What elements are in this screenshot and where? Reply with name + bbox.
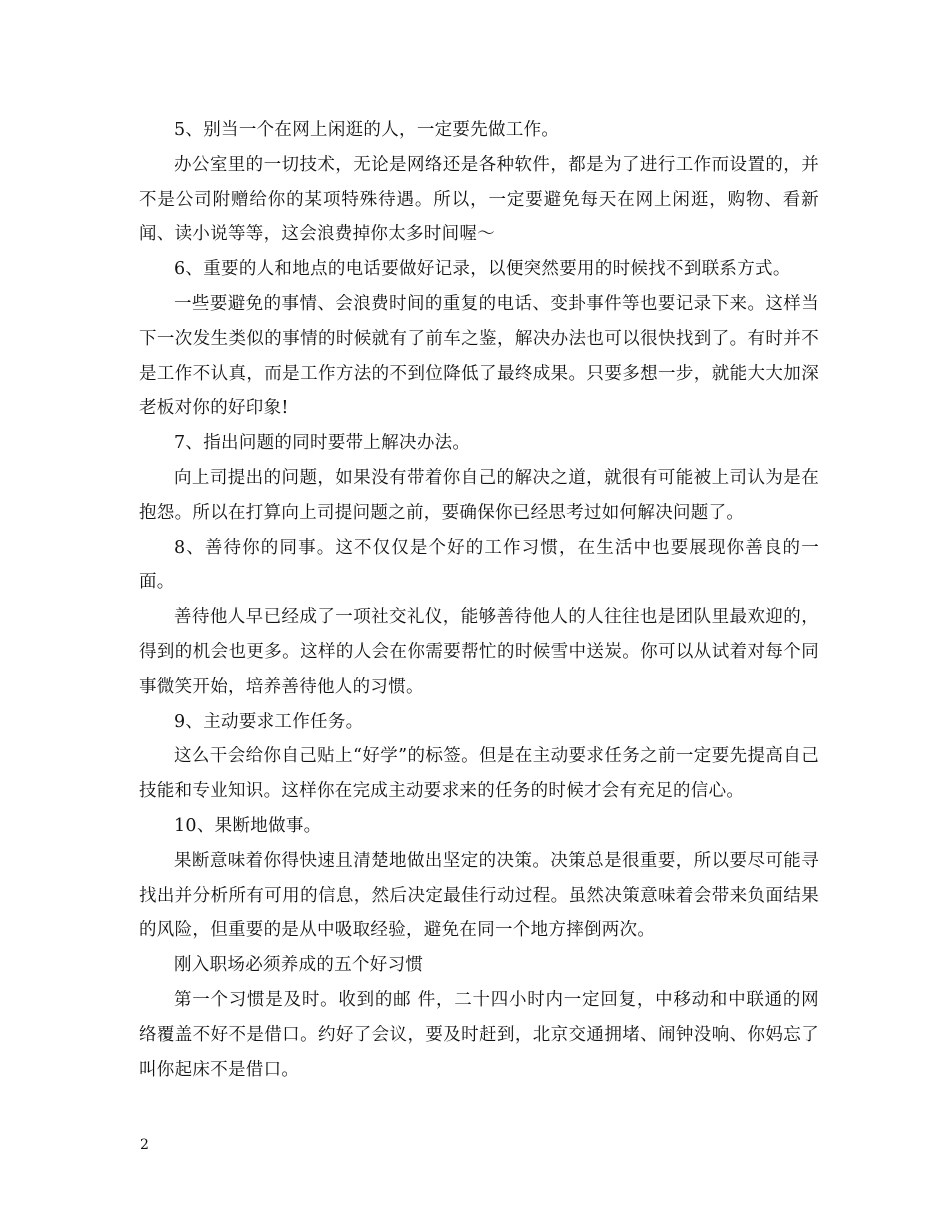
paragraph-tip-10-heading: 10、果断地做事。 bbox=[174, 815, 322, 836]
paragraph-tip-6-body: 一些要避免的事情、会浪费时间的重复的电话、变卦事件等也要记录下来。这样当下一次发生类似的事情的时候就有了前车之鉴，解决办法也可以很快找到了。有时并不是工作不认真，而是工作方法的不到位降低了最终成果。只要多想一步，就能大大加深老板对你的好印象! bbox=[139, 293, 819, 419]
paragraph-tip-9-heading: 9、主动要求工作任务。 bbox=[174, 711, 364, 732]
paragraph-tip-7-body: 向上司提出的问题，如果没有带着你自己的解决之道，就很有可能被上司认为是在抱怨。所以在打算向上司提问题之前，要确保你已经思考过如何解决问题了。 bbox=[139, 467, 819, 523]
section-heading-five-habits: 刚入职场必须养成的五个好习惯 bbox=[174, 955, 424, 976]
paragraph-tip-7-heading: 7、指出问题的同时要带上解决办法。 bbox=[174, 433, 471, 454]
paragraph-habit-1: 第一个习惯是及时。收到的邮 件，二十四小时内一定回复，中移动和中联通的网络覆盖不好不是借口。约好了会议，要及时赶到，北京交通拥堵、闹钟没响、你妈忘了叫你起床不是借口。 bbox=[139, 989, 819, 1080]
paragraph-tip-9-body: 这么干会给你自己贴上“好学”的标签。但是在主动要求任务之前一定要先提高自己技能和专业知识。这样你在完成主动要求来的任务的时候才会有充足的信心。 bbox=[139, 746, 819, 802]
page-number: 2 bbox=[140, 1137, 149, 1153]
paragraph-tip-8-body: 善待他人早已经成了一项社交礼仪，能够善待他人的人往往也是团队里最欢迎的，得到的机会也更多。这样的人会在你需要帮忙的时候雪中送炭。你可以从试着对每个同事微笑开始，培养善待他人的习惯。 bbox=[139, 607, 819, 697]
paragraph-tip-10-body: 果断意味着你得快速且清楚地做出坚定的决策。决策总是很重要，所以要尽可能寻找出并分析所有可用的信息，然后决定最佳行动过程。虽然决策意味着会带来负面结果的风险，但重要的是从中吸取经验，避免在同一个地方摔倒两次。 bbox=[139, 850, 819, 941]
paragraph-tip-5-heading: 5、别当一个在网上闲逛的人，一定要先做工作。 bbox=[174, 120, 560, 140]
paragraph-tip-6-heading: 6、重要的人和地点的电话要做好记录，以便突然要用的时候找不到联系方式。 bbox=[174, 259, 791, 280]
document-body bbox=[139, 113, 819, 1087]
paragraph-tip-5-body: 办公室里的一切技术，无论是网络还是各种软件，都是为了进行工作而设置的，并不是公司附赠给你的某项特殊待遇。所以，一定要避免每天在网上闲逛，购物、看新闻、读小说等等，这会浪费掉你太多时间喔～ bbox=[139, 154, 819, 245]
paragraph-tip-8-heading: 8、善待你的同事。这不仅仅是个好的工作习惯，在生活中也要展现你善良的一面。 bbox=[139, 537, 819, 593]
